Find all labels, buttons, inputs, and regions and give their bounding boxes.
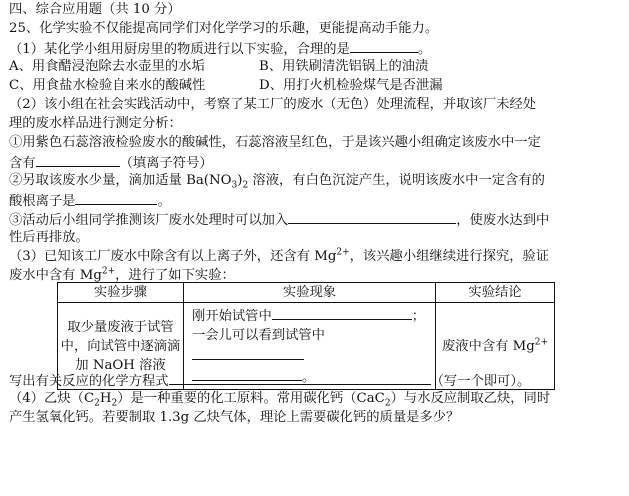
- phenomenon-cell: 刚开始试管中 ； 一会儿可以看到试管中 。: [184, 303, 436, 390]
- answer-blank-neutralizer[interactable]: [288, 209, 456, 224]
- option-b: B、用铁刷清洗铝锅上的油渍: [259, 59, 429, 74]
- q25-part1-options-row2: [9, 76, 443, 95]
- q25-part3-equation: 写出有关反应的化学方程式 （写一个即可）。: [9, 370, 530, 391]
- q25-part3-line1: （3）已知该工厂废水中除含有以上离子外，还含有 $Mg^{2+}$，该兴趣小组继续进行探究，验证: [9, 247, 550, 264]
- q25-part2-item3-line1: ③活动后小组同学推测该厂废水处理时可以加入 ，使废水达到中: [9, 209, 549, 230]
- q25-part4-line1: （4）乙炔$(C_2H_2)$是一种重要的化工原料。常用碳化钙（CaC$_2$）与水反应制取乙炔，同时: [9, 391, 551, 409]
- header-conclusion: 实验结论: [436, 283, 555, 303]
- answer-blank-phenomenon-1[interactable]: [272, 305, 412, 320]
- option-d: D、用打火机检验煤气是否泄漏: [259, 78, 443, 93]
- option-a: A、用食醋浸泡除去水壶里的水垢: [9, 59, 205, 74]
- header-phenomenon: 实验现象: [184, 283, 436, 303]
- option-c: C、用食盐水检验自来水的酸碱性: [9, 78, 206, 93]
- header-step: 实验步骤: [58, 283, 184, 303]
- q25-part4-line2: 产生氢氧化钙。若要制取 1.3g 乙炔气体，理论上需要碳化钙的质量是多少？: [9, 410, 460, 425]
- answer-blank-equation[interactable]: [169, 370, 431, 385]
- q25-part2-item1-line2: 含有 （填离子符号）: [9, 152, 213, 173]
- answer-blank-phenomenon-2[interactable]: [192, 345, 304, 360]
- q25-part1-stem: （1）某化学小组用厨房里的物质进行以下实验，合理的是 。: [9, 38, 431, 59]
- table-header-row: [58, 283, 555, 303]
- answer-blank-part1[interactable]: [350, 38, 418, 53]
- q25-part2-item1-line1: ①用紫色石蕊溶液检验废水的酸碱性，石蕊溶液呈红色，于是该兴趣小组确定该废水中一定: [9, 135, 541, 150]
- q25-part2-item3-line2: 性后再排放。: [9, 230, 89, 245]
- answer-blank-ion[interactable]: [36, 152, 120, 167]
- q25-part1-options-row1: [9, 57, 428, 76]
- q25-part2-item2-line2: 酸根离子是 。: [9, 190, 171, 211]
- step-cell: 取少量废液于试管 中，向试管中逐滴滴 加 NaOH 溶液: [58, 303, 184, 390]
- q25-part2-intro-1: （2）该小组在社会实践活动中，考察了某工厂的废水（无色）处理流程，并取该厂未经处: [9, 97, 537, 112]
- q25-part3-line2: 废水中含有 $Mg^{2+}$，进行了如下实验：: [9, 266, 235, 283]
- conclusion-cell: 废液中含有 $Mg^{2+}$: [436, 303, 555, 390]
- q25-stem: 25、化学实验不仅能提高同学们对化学学习的乐趣，更能提高动手能力。: [9, 21, 439, 36]
- q25-part2-item2-line1: ②另取该废水少量，滴加适量 $Ba(NO_3)_2$ 溶液，有白色沉淀产生，说明该废水中一定含有的: [9, 173, 545, 191]
- q25-part2-intro-2: 理的废水样品进行测定分析：: [9, 116, 182, 131]
- answer-blank-acid-radical[interactable]: [75, 190, 157, 205]
- section-title: 四、综合应用题（共 10 分）: [9, 2, 181, 17]
